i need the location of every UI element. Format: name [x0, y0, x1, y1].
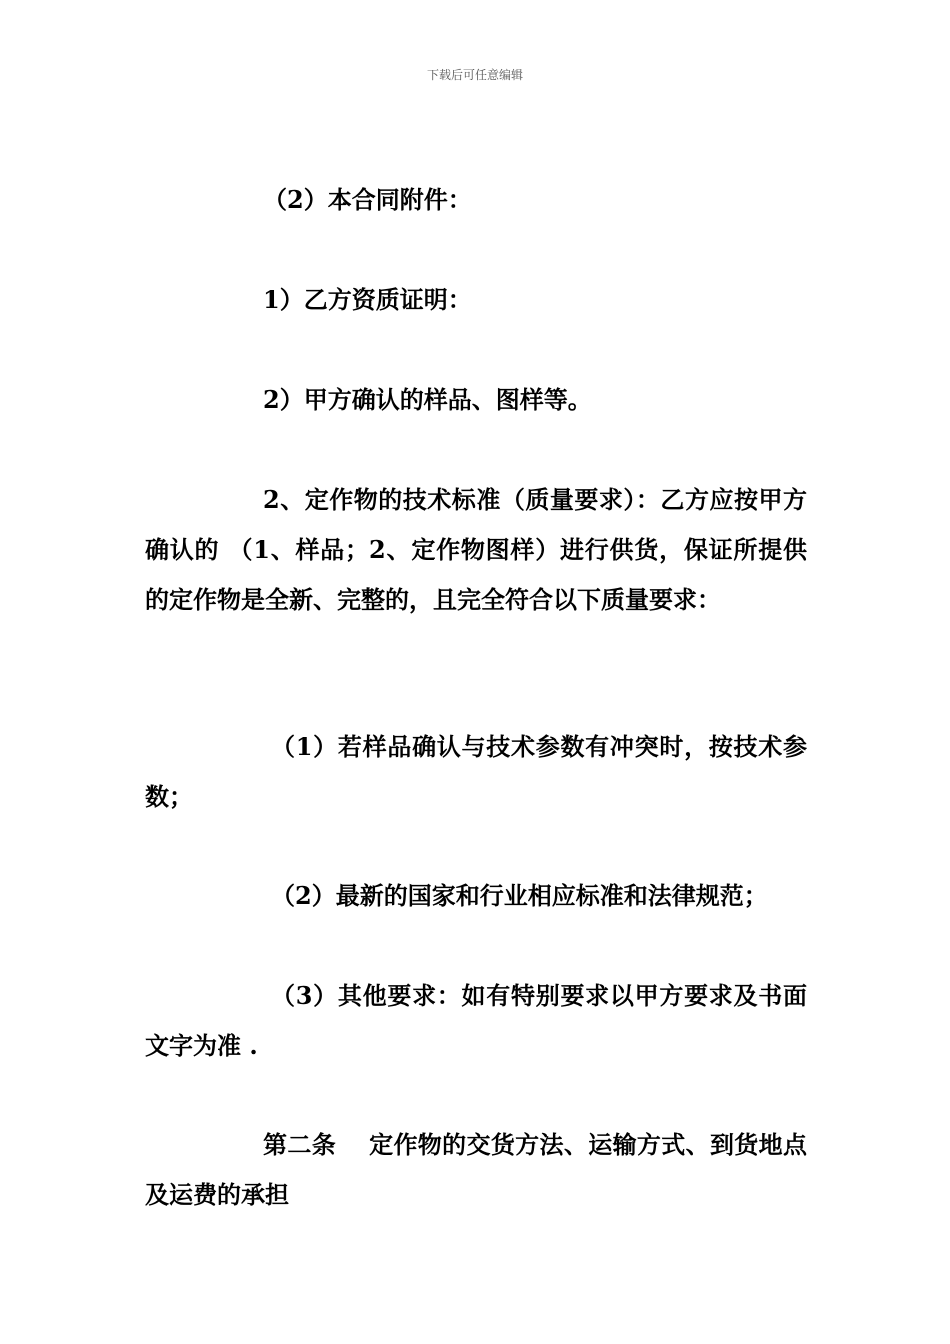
paragraph-requirement-3: （3）其他要求：如有特别要求以甲方要求及书面文字为准 .	[145, 981, 807, 1060]
paragraph-technical-standard: 2、定作物的技术标准（质量要求）：乙方应按甲方确认的 （1、样品；2、定作物图样）进行供货，保证所提供的定作物是全新、完整的，且完全符合以下质量要求：	[145, 485, 807, 614]
page-header: 下载后可任意编辑	[426, 68, 523, 82]
paragraph-attachment-2: 2）甲方确认的样品、图样等。	[263, 385, 592, 414]
paragraph-attachment-1: 1）乙方资质证明：	[263, 285, 472, 314]
paragraph-requirement-2: （2）最新的国家和行业相应标准和法律规范；	[271, 881, 768, 910]
paragraph-attachments-heading: （2）本合同附件：	[263, 185, 472, 214]
paragraph-article-2-heading: 第二条 定作物的交货方法、运输方式、到货地点及运费的承担	[145, 1130, 807, 1209]
paragraph-requirement-1: （1）若样品确认与技术参数有冲突时，按技术参数；	[145, 732, 807, 811]
